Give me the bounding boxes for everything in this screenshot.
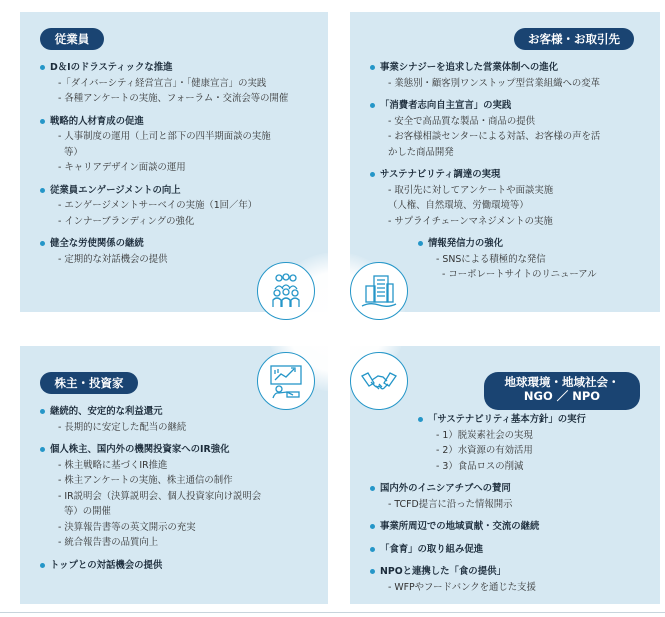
item-detail: - IR説明会（決算説明会、個人投資家向け説明会 xyxy=(58,490,262,502)
employees-list xyxy=(40,60,322,274)
page-divider xyxy=(0,612,665,613)
item-detail: - 株主戦略に基づくIR推進 xyxy=(58,459,168,471)
people-group-icon xyxy=(257,262,315,320)
item-detail: - お客様相談センターによる対話、お客様の声を活 xyxy=(388,131,601,142)
item-detail: - 人事制度の運用（上司と部下の四半期面談の実施 xyxy=(58,131,271,142)
item-title: 事業シナジーを追求した営業体制への進化 xyxy=(380,62,558,73)
item-detail: （人権、自然環境、労働環境等） xyxy=(388,200,529,211)
list-item xyxy=(370,564,656,595)
bullet-icon xyxy=(370,103,375,108)
item-title: 継続的、安定的な利益還元 xyxy=(50,406,163,417)
item-title: サステナビリティ調達の実現 xyxy=(380,169,501,180)
list-item xyxy=(370,542,656,558)
bullet-icon xyxy=(40,447,45,452)
environment-label xyxy=(484,372,640,410)
list-item xyxy=(418,236,656,283)
list-item xyxy=(40,114,322,176)
item-title: トップとの対話機会の提供 xyxy=(50,559,163,571)
bullet-icon xyxy=(370,486,375,491)
item-title: 「食育」の取り組み促進 xyxy=(380,543,484,555)
shareholders-label: 株主・投資家 xyxy=(40,372,138,394)
item-detail: - キャリアデザイン面談の運用 xyxy=(58,162,186,173)
item-title: D＆Iのドラスティックな推進 xyxy=(50,62,173,73)
item-title: NPOと連携した「食の提供」 xyxy=(380,566,506,577)
buildings-icon xyxy=(350,262,408,320)
environment-label-line2: NGO ／ NPO xyxy=(523,389,601,404)
item-detail: - 2）水資源の有効活用 xyxy=(436,445,533,456)
customers-list xyxy=(370,60,656,290)
item-title: 戦略的人材育成の促進 xyxy=(50,115,144,127)
item-title: 健全な労使関係の継続 xyxy=(50,238,144,249)
item-detail: かした商品開発 xyxy=(388,146,454,158)
list-item xyxy=(370,167,656,229)
bullet-icon xyxy=(418,417,423,422)
item-title: 個人株主、国内外の機関投資家へのIR強化 xyxy=(50,444,230,455)
item-detail: - 統合報告書の品質向上 xyxy=(58,537,159,548)
item-detail: - 取引先に対してアンケートや面談実施 xyxy=(388,184,554,196)
item-detail: - 業態別・顧客別ワンストップ型営業組織への変革 xyxy=(388,77,601,89)
handshake-icon xyxy=(350,352,408,410)
item-detail: -「ダイバーシティ経営宣言」・「健康宣言」の実践 xyxy=(58,77,267,89)
item-detail: - 3）食品ロスの削減 xyxy=(436,460,524,472)
list-item xyxy=(40,558,322,574)
list-item xyxy=(370,60,656,91)
item-detail: - 各種アンケートの実施、フォーラム・交流会等の開催 xyxy=(58,93,289,104)
item-title: 事業所周辺での地域貢献・交流の継続 xyxy=(380,521,540,532)
list-item xyxy=(370,519,656,535)
bullet-icon xyxy=(40,188,45,193)
employees-label: 従業員 xyxy=(40,28,104,50)
item-detail: - 長期的に安定した配当の継続 xyxy=(58,421,187,433)
bullet-icon xyxy=(418,241,423,246)
bullet-icon xyxy=(370,569,375,574)
list-item xyxy=(40,183,322,230)
item-detail: - 株主アンケートの実施、株主通信の制作 xyxy=(58,475,233,486)
customers-label: お客様・お取引先 xyxy=(514,28,634,50)
item-detail: - エンゲージメントサーベイの実施（1回／年） xyxy=(58,200,258,211)
item-title: 国内外のイニシアチブへの賛同 xyxy=(380,483,511,494)
bullet-icon xyxy=(370,524,375,529)
item-detail: - 安全で高品質な製品・商品の提供 xyxy=(388,115,535,127)
item-detail: - 決算報告書等の英文開示の充実 xyxy=(58,521,196,533)
item-title: 「サステナビリティ基本方針」の実行 xyxy=(428,414,586,425)
environment-list xyxy=(370,412,656,602)
list-item xyxy=(418,412,656,474)
environment-label-line1: 地球環境・地域社会・ xyxy=(504,375,620,389)
item-detail: - インナーブランディングの強化 xyxy=(58,215,195,227)
list-item xyxy=(370,481,656,512)
bullet-icon xyxy=(370,65,375,70)
bullet-icon xyxy=(40,65,45,70)
item-title: 「消費者志向自主宣言」の実践 xyxy=(380,100,512,111)
bullet-icon xyxy=(40,563,45,568)
item-detail: - 1）脱炭素社会の実現 xyxy=(436,429,533,441)
item-detail: 等） xyxy=(64,146,83,158)
list-item xyxy=(370,98,656,160)
bullet-icon xyxy=(40,409,45,414)
item-detail: - 定期的な対話機会の提供 xyxy=(58,253,168,265)
bullet-icon xyxy=(40,119,45,124)
item-detail: - コーポレートサイトのリニューアル xyxy=(442,269,597,280)
item-detail: - SNSによる積極的な発信 xyxy=(436,253,546,265)
bullet-icon xyxy=(370,172,375,177)
item-title: 情報発信力の強化 xyxy=(428,238,504,249)
item-detail: - TCFD提言に沿った情報開示 xyxy=(388,498,513,510)
list-item xyxy=(40,60,322,107)
list-item xyxy=(40,442,322,551)
shareholders-list xyxy=(40,404,322,580)
item-detail: - WFPやフードバンクを通じた支援 xyxy=(388,581,536,593)
item-detail: - サプライチェーンマネジメントの実施 xyxy=(388,215,553,227)
investor-chart-icon xyxy=(257,352,315,410)
item-title: 従業員エンゲージメントの向上 xyxy=(50,184,181,196)
bullet-icon xyxy=(40,241,45,246)
item-detail: 等）の開催 xyxy=(64,506,111,517)
bullet-icon xyxy=(370,547,375,552)
